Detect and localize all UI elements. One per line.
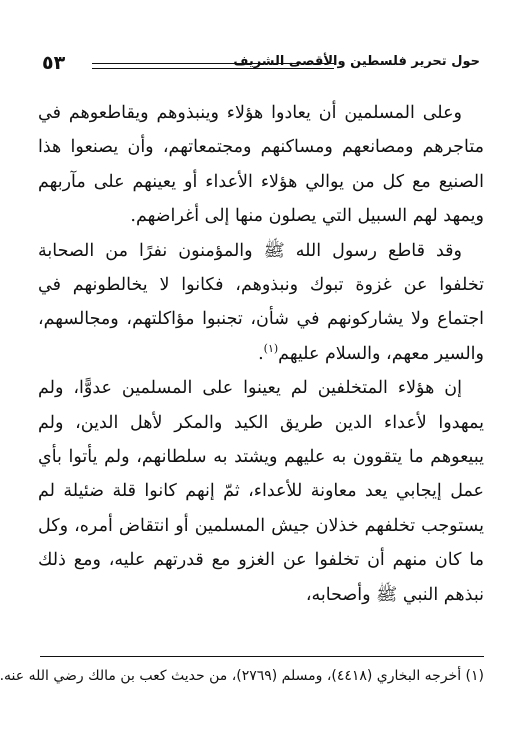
page-body [38, 96, 484, 612]
paragraph-1: وعلى المسلمين أن يعادوا هؤلاء وينبذوهم ويقاطعوهم في متاجرهم ومصانعهم ومساكنهم ومجتمعاتهم، وأن يصنعوا هذا الصنيع مع كل من يوالي هؤلاء الأعداء أو يعينهم على مآربهم ويمهد لهم السبيل التي يصلون منها إلى أغراضهم. [38, 103, 484, 227]
paragraph-2 [38, 234, 484, 372]
page-header [40, 50, 480, 78]
paragraph-2-text: وقد قاطع رسول الله ﷺ والمؤمنون نفرًا من الصحابة تخلفوا عن غزوة تبوك ونبذوهم، فكانوا لا يخالطونهم في اجتماع ولا يشاركونهم في شأن، تجنبوا مؤاكلتهم، ومجالسهم، والسير معهم، والسلام عليهم [38, 240, 484, 364]
footnote-divider [40, 656, 484, 657]
paragraph-2-end: . [258, 343, 264, 364]
footnote: (١) أخرجه البخاري (٤٤١٨)، ومسلم (٢٧٦٩)، من حديث كعب بن مالك رضي الله عنه. [0, 668, 484, 684]
footnote-reference[interactable]: (١) [263, 342, 279, 356]
page-number: ٥٣ [42, 52, 66, 74]
paragraph-3: إن هؤلاء المتخلفين لم يعينوا على المسلمين عدوًّا، ولم يمهدوا لأعداء الدين طريق الكيد والمكر لأهل الدين، ولم يبيعوهم ما يتقوون به عليهم ويشتد به سلطانهم، ولم يأتوا بأي عمل إيجابي يعد معاونة للأعداء، ثمّ إنهم كانوا قلة ضئيلة لم يستوجب تخلفهم خذلان جيش المسلمين أو انتقاض أمره، وكل ما كان منهم أن تخلفوا عن الغزو مع قدرتهم عليه، ومع ذلك نبذهم النبي ﷺ وأصحابه، [38, 378, 484, 605]
running-title: حول تحرير فلسطين والأقصى الشريف [233, 54, 480, 69]
